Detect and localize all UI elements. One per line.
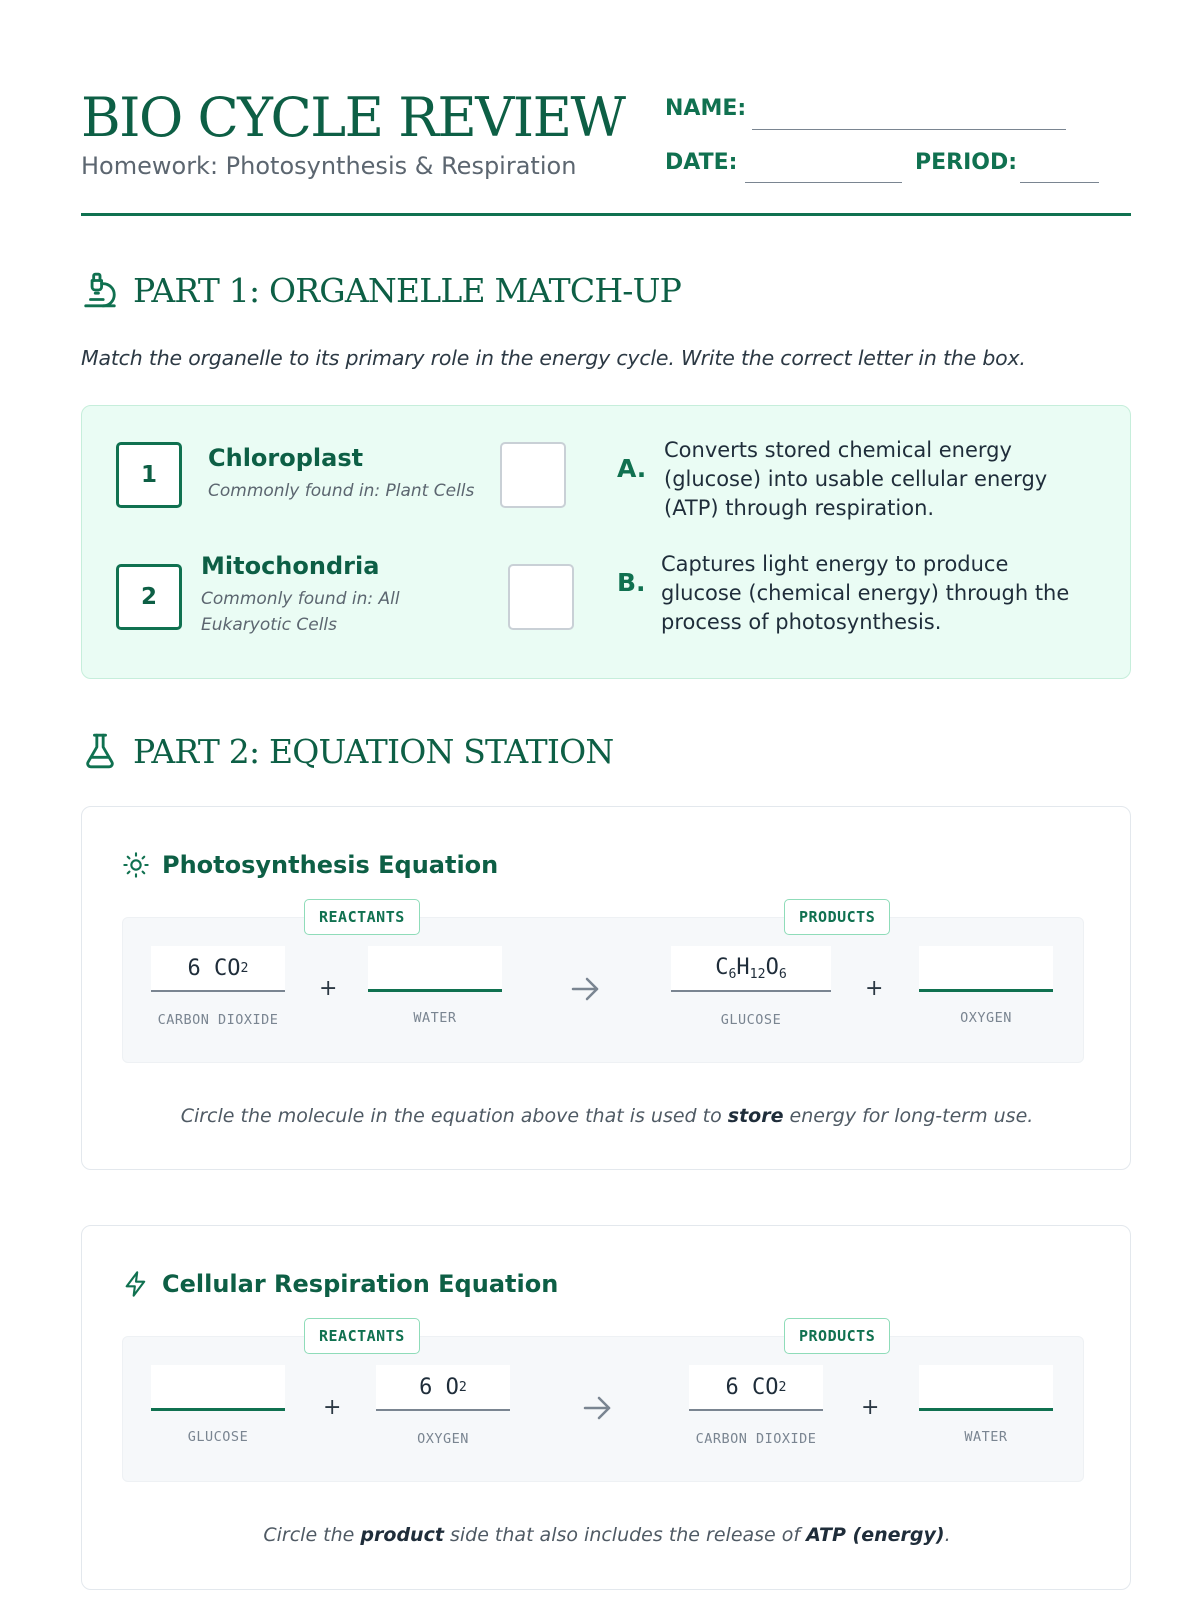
match-up-box (81, 405, 1131, 679)
respiration-title: Cellular Respiration Equation (162, 1270, 559, 1298)
part1-heading (81, 270, 681, 310)
ps-oxygen-blank[interactable] (919, 946, 1053, 992)
cr-product-1-sub: 2 (778, 1379, 787, 1395)
ps-product-1-formula: $C_6H_{12}O_6$ (715, 954, 787, 982)
cr-note-post: . (944, 1524, 951, 1546)
answer-box-2[interactable] (508, 564, 574, 630)
ps-note-pre: Circle the molecule in the equation above that is used to (180, 1105, 728, 1127)
respiration-card (81, 1225, 1131, 1590)
ps-water-blank[interactable] (368, 946, 502, 992)
ps-reactants-tag: REACTANTS (304, 899, 420, 935)
ps-reactant-1-label: CARBON DIOXIDE (157, 1012, 279, 1028)
cr-reactant-2-formula: O (445, 1374, 459, 1400)
worksheet-title: BIO CYCLE REVIEW (81, 86, 625, 149)
date-label: DATE: (665, 150, 738, 175)
date-field[interactable] (745, 181, 902, 183)
cr-note-pre: Circle the (263, 1524, 361, 1546)
option-text-a: Converts stored chemical energy (glucose) into usable cellular energy (ATP) through respiration. (664, 438, 1048, 520)
cr-note-mid: side that also includes the release of (443, 1524, 807, 1546)
cr-glucose-blank[interactable] (151, 1365, 285, 1411)
respiration-equation-panel (122, 1336, 1084, 1482)
cr-note-bold: product (360, 1524, 444, 1546)
ps-note-post: energy for long-term use. (783, 1105, 1034, 1127)
organelle-number-2: 2 (116, 564, 182, 630)
photosynthesis-card (81, 806, 1131, 1170)
option-letter-a: A. (617, 454, 647, 483)
sun-icon (122, 851, 150, 879)
ps-reactant-1-sub: 2 (240, 960, 249, 976)
part1-title: PART 1: ORGANELLE MATCH-UP (133, 270, 682, 310)
ps-plus-1: + (319, 976, 338, 1001)
cr-plus-1: + (323, 1395, 342, 1420)
ps-products-tag: PRODUCTS (784, 899, 890, 935)
photosynthesis-heading (122, 851, 498, 879)
ps-product-1-label: GLUCOSE (720, 1012, 782, 1028)
ps-product-2-label: OXYGEN (960, 1010, 1012, 1026)
microscope-icon (81, 270, 119, 310)
cr-product-1-formula: CO (752, 1374, 779, 1400)
organelle-number-1: 1 (116, 442, 182, 508)
cr-reactants-tag: REACTANTS (304, 1318, 420, 1354)
photosynthesis-note (82, 1105, 1132, 1127)
ps-reactant-2-label: WATER (413, 1010, 457, 1026)
cr-reactant-2-coef: 6 (419, 1374, 433, 1400)
respiration-heading (122, 1270, 558, 1298)
worksheet-subtitle: Homework: Photosynthesis & Respiration (81, 152, 577, 180)
organelle-location-1: Commonly found in: Plant Cells (208, 481, 475, 501)
part1-instructions: Match the organelle to its primary role in the energy cycle. Write the correct letter in the box. (81, 346, 1026, 370)
flask-icon (81, 731, 119, 771)
ps-plus-2: + (865, 976, 884, 1001)
photosynthesis-equation-panel (122, 917, 1084, 1063)
cr-reactant-1-label: GLUCOSE (187, 1429, 249, 1445)
option-letter-b: B. (617, 568, 646, 597)
respiration-note (82, 1524, 1132, 1546)
cr-water-blank[interactable] (919, 1365, 1053, 1411)
lightning-icon (122, 1270, 150, 1298)
name-label: NAME: (665, 96, 747, 121)
cr-reactant-2-label: OXYGEN (417, 1431, 469, 1447)
cr-products-tag: PRODUCTS (784, 1318, 890, 1354)
ps-product-1 (671, 946, 831, 992)
cr-reactant-2-sub: 2 (458, 1379, 467, 1395)
cr-arrow-icon (581, 1393, 615, 1423)
worksheet-header (81, 80, 1131, 216)
ps-reactant-1 (151, 946, 285, 992)
ps-reactant-1-formula: CO (214, 955, 241, 981)
cr-reactant-2 (376, 1365, 510, 1411)
organelle-name-1: Chloroplast (208, 444, 364, 472)
ps-arrow-icon (569, 974, 603, 1004)
part2-title: PART 2: EQUATION STATION (133, 731, 614, 771)
cr-product-1-label: CARBON DIOXIDE (695, 1431, 817, 1447)
period-field[interactable] (1020, 181, 1099, 183)
part2-heading (81, 731, 613, 771)
cr-product-2-label: WATER (964, 1429, 1008, 1445)
organelle-location-2: Commonly found in: All Eukaryotic Cells (201, 589, 400, 635)
cr-note-bold2: ATP (energy) (806, 1524, 945, 1546)
answer-box-1[interactable] (500, 442, 566, 508)
photosynthesis-title: Photosynthesis Equation (162, 851, 499, 879)
cr-plus-2: + (861, 1395, 880, 1420)
name-field[interactable] (752, 128, 1066, 130)
option-text-b: Captures light energy to produce glucose (chemical energy) through the process of photosynthesis. (661, 552, 1070, 634)
ps-reactant-1-coef: 6 (187, 955, 201, 981)
ps-note-bold: store (727, 1105, 784, 1127)
organelle-name-2: Mitochondria (201, 552, 380, 580)
cr-product-1 (689, 1365, 823, 1411)
period-label: PERIOD: (915, 150, 1018, 175)
cr-product-1-coef: 6 (725, 1374, 739, 1400)
